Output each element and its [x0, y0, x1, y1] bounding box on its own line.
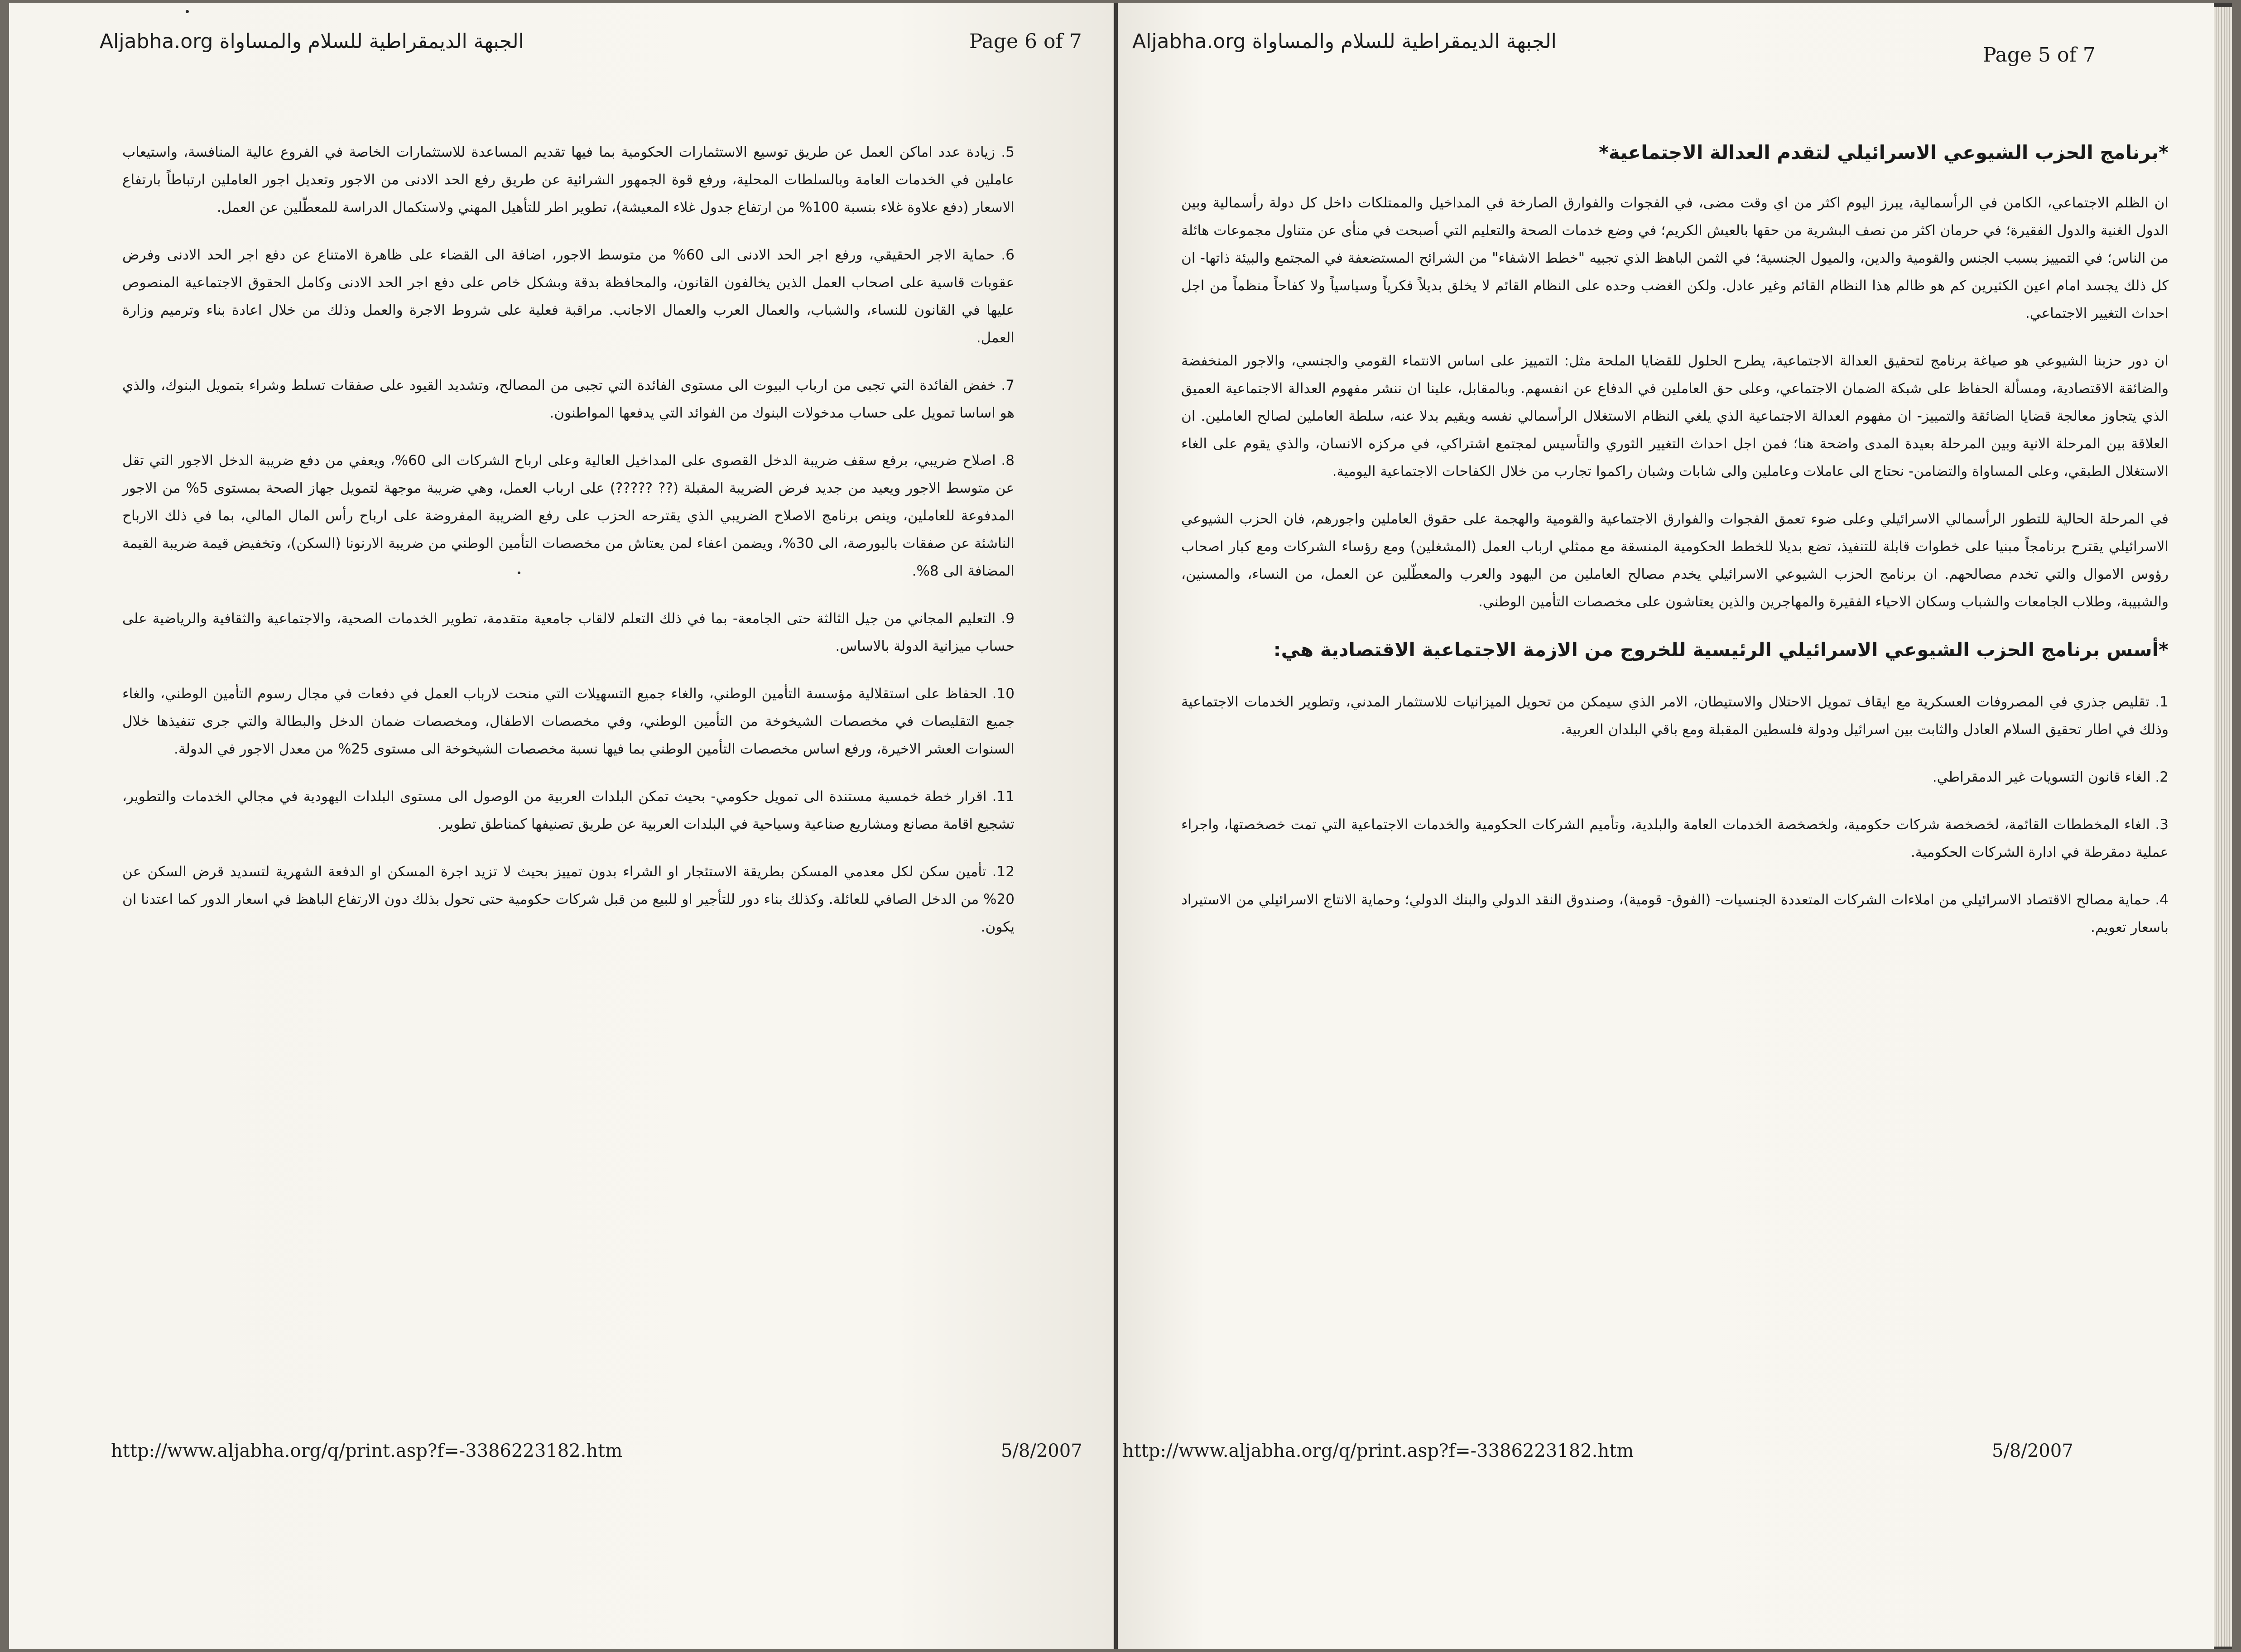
- right-paragraph: ان دور حزبنا الشيوعي هو صياغة برنامج لتحقيق العدالة الاجتماعية، يطرح الحلول للقضايا الملحة مثل: التمييز على اساس الانتماء القومي والجنسي، والاجور المنخفضة والضائقة الاقتصادية، ومسألة الحفاظ على شبكة الضمان الاجتماعي، وعلى حق العاملين في الدفاع عن انفسهم. وبالمقابل، علينا ان ننشر مفهوم العدالة الاجتماعية العميق الذي يتجاوز معالجة قضايا الضائقة والتمييز- ان مفهوم العدالة الاجتماعية الذي يلغي النظام الاستغلال الرأسمالي نفسه ويقيم بدلا عنه، سلطة العاملين لصالح العاملين. ان العلاقة بين المرحلة الانية وبين المرحلة بعيدة المدى واضحة هنا؛ فمن اجل احداث التغيير الثوري والتأسيس لمجتمع اشتراكي، في مركزه الانسان، والذي يقوم على الغاء الاستغلال الطبقي، وعلى المساواة والتضامن- نحتاج الى عاملات وعاملين والى شابات وشبان راكموا تجارب من خلال الكفاحات الاجتماعية اليومية.: [1181, 353, 2169, 480]
- right-paragraph: ان الظلم الاجتماعي، الكامن في الرأسمالية، يبرز اليوم اكثر من اي وقت مضى، في الفجوات والفوارق الصارخة في المداخيل والممتلكات داخل كل دولة رأسمالية وبين الدول الغنية والدول الفقيرة؛ في حرمان اكثر من نصف البشرية من حقها بالعيش الكريم؛ في وضع خدمات الصحة والتعليم التي أصبحت في منأى عن متناول مجموعات هائلة من الناس؛ في التمييز بسبب الجنس والقومية والدين، والميول الجنسية؛ في الثمن الباهظ الذي تجبيه "خطط الاشفاء" من الشرائح المستضعفة في المجتمع والبيئة ذاتها- ان كل ذلك يجسد امام اعين الكثيرين كم هو ظالم هذا النظام القائم وغير عادل. ولكن الغضب وحده على النظام القائم لا يخلق بديلاً فكرياً وسياسياً ولا كفاحاً منظماً من اجل احداث التغيير الاجتماعي.: [1181, 195, 2169, 322]
- page-stack-edges: [2214, 7, 2232, 1647]
- speck: [518, 571, 520, 574]
- right-page-heading-2: *أسس برنامج الحزب الشيوعي الاسرائيلي الرئيسية للخروج من الازمة الاجتماعية الاقتصادية هي:: [1273, 639, 2169, 661]
- right-list-item: 3. الغاء المخططات القائمة، لخصخصة شركات حكومية، ولخصخصة الخدمات العامة والبلدية، وتأميم الشركات الحكومية والخدمات الاجتماعية التي تمت خصخصتها، واجراء عملية دمقرطة في ادارة الشركات الحكومية.: [1181, 816, 2169, 860]
- left-page-header-page-number: Page 6 of 7: [969, 30, 1082, 53]
- left-paragraph: 9. التعليم المجاني من جيل الثالثة حتى الجامعة- بما في ذلك التعلم لالقاب جامعية متقدمة، تطوير الخدمات الصحية، والاجتماعية والثقافية والرياضية على حساب ميزانية الدولة بالاساس.: [122, 610, 1015, 654]
- right-list-item: 2. الغاء قانون التسويات غير الدمقراطي.: [1932, 769, 2169, 785]
- left-page-body: [122, 139, 1015, 961]
- left-paragraph: 12. تأمين سكن لكل معدمي المسكن بطريقة الاستئجار او الشراء بدون تمييز بحيث لا تزيد اجرة المسكن او الدفعة الشهرية لتسديد قرض السكن عن 20% من الدخل الصافي للعائلة. وكذلك بناء دور للتأجير او للبيع من قبل شركات حكومية حتى تحول بذلك دون الارتفاع الباهظ في اسعار الدور كما اعتدنا ان يكون.: [122, 864, 1015, 935]
- left-paragraph: 5. زيادة عدد اماكن العمل عن طريق توسيع الاستثمارات الحكومية بما فيها تقديم المساعدة للاستثمارات الخاصة في الفروع عالية المنافسة، واستيعاب عاملين في الخدمات العامة وبالسلطات المحلية، ورفع قوة الجمهور الشرائية عن طريق رفع الحد الادنى من الاجور وتعديل اجور العاملين ارتباطاً بارتفاع الاسعار (دفع علاوة غلاء بنسبة 100% من ارتفاع جدول غلاء المعيشة)، تطوير اطر للتأهيل المهني ولاستكمال الدراسة للمعطّلين عن العمل.: [122, 144, 1015, 216]
- right-list-item: 1. تقليص جذري في المصروفات العسكرية مع ايقاف تمويل الاحتلال والاستيطان، الامر الذي سيمكن من تحويل الميزانيات للاستثمار المدني، وتطوير الخدمات الاجتماعية وذلك في اطار تحقيق السلام العادل والثابت بين اسرائيل ودولة فلسطين المقبلة ومع باقي البلدان العربية.: [1181, 694, 2169, 738]
- right-page: [1118, 3, 2214, 1649]
- right-page-footer-date: 5/8/2007: [1992, 1441, 2073, 1461]
- left-paragraph: 10. الحفاظ على استقلالية مؤسسة التأمين الوطني، والغاء جميع التسهيلات التي منحت لارباب العمل في دفعات في مجال رسوم التأمين الوطني، والغاء جميع التقليصات في مخصصات الشيخوخة من التأمين الوطني، وفي مخصصات الاطفال، ومخصصات ضمان الدخل والبطالة والتي جرى تنفيذها خلال السنوات العشر الاخيرة، ورفع اساس مخصصات التأمين الوطني بما فيها نسبة مخصصات الشيخوخة الى مستوى 25% من معدل الاجور في الدولة.: [122, 686, 1015, 757]
- left-page-header-site: Aljabha.org الجبهة الديمقراطية للسلام والمساواة: [100, 30, 524, 53]
- book-spread: [9, 3, 2232, 1649]
- left-page-footer-date: 5/8/2007: [1001, 1441, 1082, 1461]
- right-page-heading-1: *برنامج الحزب الشيوعي الاسرائيلي لتقدم العدالة الاجتماعية*: [1598, 141, 2169, 163]
- left-paragraph: 6. حماية الاجر الحقيقي، ورفع اجر الحد الادنى الى 60% من متوسط الاجور، اضافة الى القضاء على ظاهرة الامتناع عن دفع اجر الحد الادنى وفرض عقوبات قاسية على اصحاب العمل الذين يخالفون القانون، والمحافظة بدقة وبشكل خاص على دفع اجر الحد الادنى وكامل الحقوق الاجتماعية المنصوص عليها في القانون للنساء، والشباب، والعمال العرب والعمال الاجانب. مراقبة فعلية على شروط الاجرة والعمل وذلك من خلال اعادة بناء وترميم وزارة العمل.: [122, 247, 1015, 346]
- right-page-header-site: Aljabha.org الجبهة الديمقراطية للسلام والمساواة: [1132, 30, 1557, 53]
- right-page-header-page-number: Page 5 of 7: [1983, 43, 2096, 67]
- speck: [186, 10, 189, 13]
- right-page-body: [1181, 139, 2169, 961]
- right-page-footer-url: http://www.aljabha.org/q/print.asp?f=-3386223182.htm: [1122, 1441, 1634, 1461]
- right-paragraph: في المرحلة الحالية للتطور الرأسمالي الاسرائيلي وعلى ضوء تعمق الفجوات والفوارق الاجتماعية والقومية والهجمة على حقوق العاملين واجورهم، فان الحزب الشيوعي الاسرائيلي يقترح برنامجاً مبنيا على خطوات قابلة للتنفيذ، تضع بديلا للخطط الحكومية المنسقة مع ممثلي ارباب العمل (المشغلين) ومع رؤساء الشركات ومع كبار اصحاب رؤوس الاموال والتي تخدم مصالحهم. ان برنامج الحزب الشيوعي الاسرائيلي يخدم مصالح العاملين من اليهود والعرب والمعطّلين عن العمل، من النساء، والمسنين، والشبيبة، وطلاب الجامعات والشباب وسكان الاحياء الفقيرة والمهاجرين والذين يعتاشون على مخصصات التأمين الوطني.: [1181, 511, 2169, 610]
- left-page-footer-url: http://www.aljabha.org/q/print.asp?f=-3386223182.htm: [111, 1441, 623, 1461]
- left-paragraph: 11. اقرار خطة خمسية مستندة الى تمويل حكومي- بحيث تمكن البلدات العربية من الوصول الى مستوى البلدات اليهودية في مجالي الخدمات والتطوير، تشجيع اقامة مصانع ومشاريع صناعية وسياحية في البلدات العربية عن طريق تصنيفها كمناطق تطوير.: [122, 788, 1015, 832]
- right-list-item: 4. حماية مصالح الاقتصاد الاسرائيلي من املاءات الشركات المتعددة الجنسيات- (الفوق- قومية)، وصندوق النقد الدولي والبنك الدولي؛ وحماية الانتاج الاسرائيلي من الاستيراد باسعار تعويم.: [1181, 892, 2169, 936]
- left-page: [9, 3, 1114, 1649]
- left-paragraph: 7. خفض الفائدة التي تجبى من ارباب البيوت الى مستوى الفائدة التي تجبى من المصالح، وتشديد القيود على صفقات تسلط وشراء بتمويل البنوك، والذي هو اساسا تمويل على حساب مدخولات البنوك من الفوائد التي يدفعها المواطنون.: [122, 377, 1015, 421]
- left-paragraph: 8. اصلاح ضريبي، برفع سقف ضريبة الدخل القصوى على المداخيل العالية وعلى ارباح الشركات الى 60%، ويعفي من دفع ضريبة الدخل الاجور التي تقل عن متوسط الاجور ويعيد من جديد فرض الضريبة المقبلة (?? ?????) على ارباب العمل، وهي ضريبة موجهة لتمويل جهاز الصحة بمستوى 5% من الاجور المدفوعة للعاملين، وينص برنامج الاصلاح الضريبي الذي يقترحه الحزب على رفع الضريبة المفروضة على ارباح رأس المال المالي، بما في ذلك الارباح الناشئة عن صفقات بالبورصة، الى 30%، ويضمن اعفاء لمن يعتاش من مخصصات التأمين الوطني من ضريبة الارنونا (السكن)، وتخفيض قيمة ضريبة القيمة المضافة الى 8%.: [122, 452, 1015, 579]
